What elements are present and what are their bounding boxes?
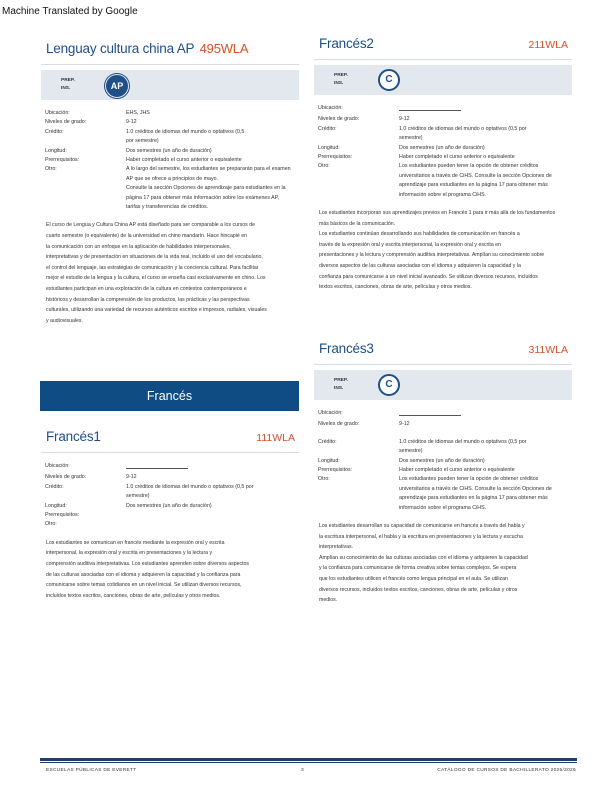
course-title: Francés1 bbox=[46, 429, 101, 444]
info-label: Ubicación: bbox=[45, 110, 70, 116]
blank-line bbox=[126, 462, 188, 469]
blank-line bbox=[399, 104, 461, 111]
info-value: Haber completado el curso anterior o equivalente bbox=[399, 154, 515, 161]
badge-label-ins: INS. bbox=[334, 386, 344, 391]
info-label: Niveles de grado: bbox=[45, 474, 87, 481]
course-info-table bbox=[314, 409, 572, 513]
course-code: 311WLA bbox=[528, 344, 568, 356]
info-label: Ubicación: bbox=[318, 105, 343, 111]
info-label: Crédito: bbox=[318, 438, 337, 445]
title-divider bbox=[314, 364, 572, 365]
course-ap-chinese bbox=[41, 41, 299, 326]
blank-line bbox=[399, 409, 461, 416]
info-label: Niveles de grado: bbox=[45, 119, 87, 126]
info-label: Prerrequisitos: bbox=[45, 157, 80, 164]
course-description: Los estudiantes incorporan sus aprendizajes previos en Francés 1 para ir más allá de los fundamentos más básicos de la comunicación. Los estudiantes continúan desarrollando sus habilidades de comunicación en francés a través de la expresión oral y escrita interpersonal, la expresión oral y escrita en presentaciones y la lectura y comprensión auditiva interpretativas. Amplían su conocimiento sobre diversos aspectos de las culturas asociadas con el idioma y adquieren la capacidad y la confianza para comunicarse a un nivel inicial avanzado. Se utilizan diversos recursos, incluidos textos escritos, canciones, obras de arte, películas y otros medios. bbox=[319, 210, 556, 291]
title-divider bbox=[41, 64, 299, 65]
info-value: Dos semestres (un año de duración) bbox=[399, 144, 485, 151]
course-title: Francés2 bbox=[319, 36, 374, 51]
info-value: A lo largo del semestre, los estudiantes se prepararán para el examen AP que se ofrece a principios de mayo. Consulte la sección Opciones de aprendizaje para estudiantes en la página 17 para obtener más información sobre los exámenes AP, tarifas y transferencias de créditos. bbox=[126, 166, 291, 211]
machine-translated-notice: Machine Translated by Google bbox=[2, 6, 138, 17]
badge-strip bbox=[314, 65, 572, 95]
info-value bbox=[126, 520, 299, 529]
info-label: Longitud: bbox=[318, 144, 340, 151]
info-label: Niveles de grado: bbox=[318, 421, 360, 428]
badge-label-ins: INS. bbox=[61, 86, 71, 91]
info-label: Otro: bbox=[45, 521, 57, 528]
info-value: Dos semestres (un año de duración) bbox=[126, 502, 212, 509]
info-label: Niveles de grado: bbox=[318, 116, 360, 123]
ap-seal-icon: AP bbox=[105, 74, 129, 98]
info-value: 9-12 bbox=[126, 119, 137, 126]
info-label: Crédito: bbox=[45, 128, 64, 135]
info-value bbox=[126, 462, 299, 473]
cte-ring-icon: C bbox=[378, 374, 400, 396]
info-label: Ubicación: bbox=[318, 410, 343, 416]
info-value bbox=[126, 511, 299, 520]
info-value: Los estudiantes pueden tener la opción de obtener créditos universitarios a través de CiHS. Consulte la sección Opciones de aprendizaje para estudiantes en la página 17 para obtener más información sobre el programa CiHS. bbox=[399, 476, 552, 511]
info-value: 1.0 créditos de idiomas del mundo o optativos (0,5 por semestre) bbox=[126, 483, 254, 500]
course-title: Lenguay cultura china AP 495WLA bbox=[46, 41, 249, 56]
info-label: Crédito: bbox=[45, 483, 64, 490]
info-label: Otro: bbox=[318, 476, 330, 483]
info-value: 9-12 bbox=[399, 421, 410, 428]
course-code: 111WLA bbox=[256, 432, 295, 444]
info-value: Haber completado el curso anterior o equivalente bbox=[126, 157, 242, 164]
badge-label-prep: PREP. bbox=[334, 73, 348, 78]
cte-ring-icon: C bbox=[378, 69, 400, 91]
info-label: Prerrequisitos: bbox=[45, 512, 80, 519]
info-label: Longitud: bbox=[45, 502, 67, 509]
info-value: 1.0 créditos de idiomas del mundo o optativos (0,5 por semestre) bbox=[399, 438, 527, 455]
title-divider bbox=[314, 59, 572, 60]
badge-label-prep: PREP. bbox=[61, 78, 75, 83]
badge-label-ins: INS. bbox=[334, 81, 344, 86]
info-value: 9-12 bbox=[399, 116, 410, 123]
footer-divider-thin bbox=[40, 762, 577, 763]
badge-strip bbox=[314, 370, 572, 400]
title-divider bbox=[41, 452, 299, 453]
info-value: EHS, JHS bbox=[126, 110, 150, 116]
info-value: 1.0 créditos de idiomas del mundo o optativos (0,5 por semestre) bbox=[126, 128, 245, 145]
info-value: Los estudiantes pueden tener la opción de obtener créditos universitarios a través de CiHS. Consulte la sección Opciones de aprendizaje para estudiantes en la página 17 para obtener más información sobre el programa CiHS. bbox=[399, 163, 552, 198]
course-frances-1 bbox=[41, 429, 299, 601]
badge-label-prep: PREP. bbox=[334, 378, 348, 383]
course-code: 211WLA bbox=[528, 39, 568, 51]
course-frances-3 bbox=[314, 341, 572, 606]
section-banner-frances: Francés bbox=[40, 381, 299, 411]
course-info-table bbox=[41, 462, 299, 530]
footer-catalog-title: CATÁLOGO DE CURSOS DE BACHILLERATO 2025/2026 bbox=[437, 768, 576, 773]
info-value bbox=[399, 409, 572, 420]
info-value: Dos semestres (un año de duración) bbox=[126, 147, 212, 154]
info-label: Crédito: bbox=[318, 125, 337, 132]
info-label: Longitud: bbox=[318, 457, 340, 464]
footer-district: ESCUELAS PÚBLICAS DE EVERETT bbox=[46, 768, 137, 773]
info-value: 9-12 bbox=[126, 474, 137, 481]
footer-page-number: 3 bbox=[301, 768, 304, 773]
course-description: El curso de Lengua y Cultura China AP está diseñado para ser comparable a los cursos de cuarto semestre (o equivalente) de la universidad en chino mandarín. Hace hincapié en la comunicación con un enfoque en la aplicación de habilidades interpersonales, interpretativas y de presentación en situaciones de la vida real, incluido el uso del vocabulario, el control del lenguaje, las estrategias de comunicación y la conciencia cultural. Para facilitar mejor el estudio de la lengua y la cultura, el curso se enseña casi exclusivamente en chino. Los estudiantes participan en una exploración de la cultura en contextos contemporáneos e históricos y desarrollan la comprensión de los productos, las prácticas y las perspectivas culturales, utilizando una variedad de recursos auténticos escritos e impresos, radiales, visuales y audiovisuales. bbox=[46, 222, 267, 324]
badge-strip bbox=[41, 70, 299, 100]
info-label: Otro: bbox=[318, 163, 330, 170]
info-label: Longitud: bbox=[45, 147, 67, 154]
info-label: Ubicación: bbox=[45, 463, 70, 469]
info-value: Dos semestres (un año de duración) bbox=[399, 457, 485, 464]
course-description: Los estudiantes se comunican en francés mediante la expresión oral y escrita interpersonal, la expresión oral y escrita en presentaciones y la lectura y comprensión auditiva interpretativas. Los estudiantes aprenden sobre diversos aspectos de las culturas asociadas con el idioma y adquieren la capacidad y la confianza para comunicarse sobre temas cotidianos en un nivel inicial. Se utilizan diversos recursos, incluidos textos escritos, canciones, obras de arte, películas y otros medios. bbox=[46, 539, 250, 599]
info-value bbox=[399, 104, 572, 115]
footer-divider bbox=[40, 758, 577, 761]
course-info-table bbox=[41, 109, 299, 212]
info-value: 1.0 créditos de idiomas del mundo o optativos (0,5 por semestre) bbox=[399, 125, 527, 142]
course-description: Los estudiantes desarrollan su capacidad de comunicarse en francés a través del habla y la escritura interpersonal, el habla y la escritura en presentaciones y la lectura y escucha interpretativas. Amplían su conocimiento de las culturas asociadas con el idioma y adquieren la capacidad y la confianza para comunicarse de forma creativa sobre temas complejos. Se espera que los estudiantes utilicen el francés como lengua principal en el aula. Se utilizan diversos recursos, incluidos textos escritos, canciones, obras de arte, películas y otros medios. bbox=[319, 523, 528, 604]
course-title: Francés3 bbox=[319, 341, 374, 356]
info-label: Prerrequisitos: bbox=[318, 467, 353, 474]
course-frances-2 bbox=[314, 36, 572, 293]
info-value: Haber completado el curso anterior o equivalente bbox=[399, 467, 515, 474]
info-label: Otro: bbox=[45, 166, 57, 173]
info-label: Prerrequisitos: bbox=[318, 154, 353, 161]
course-code: 495WLA bbox=[199, 41, 249, 56]
course-info-table bbox=[314, 104, 572, 200]
